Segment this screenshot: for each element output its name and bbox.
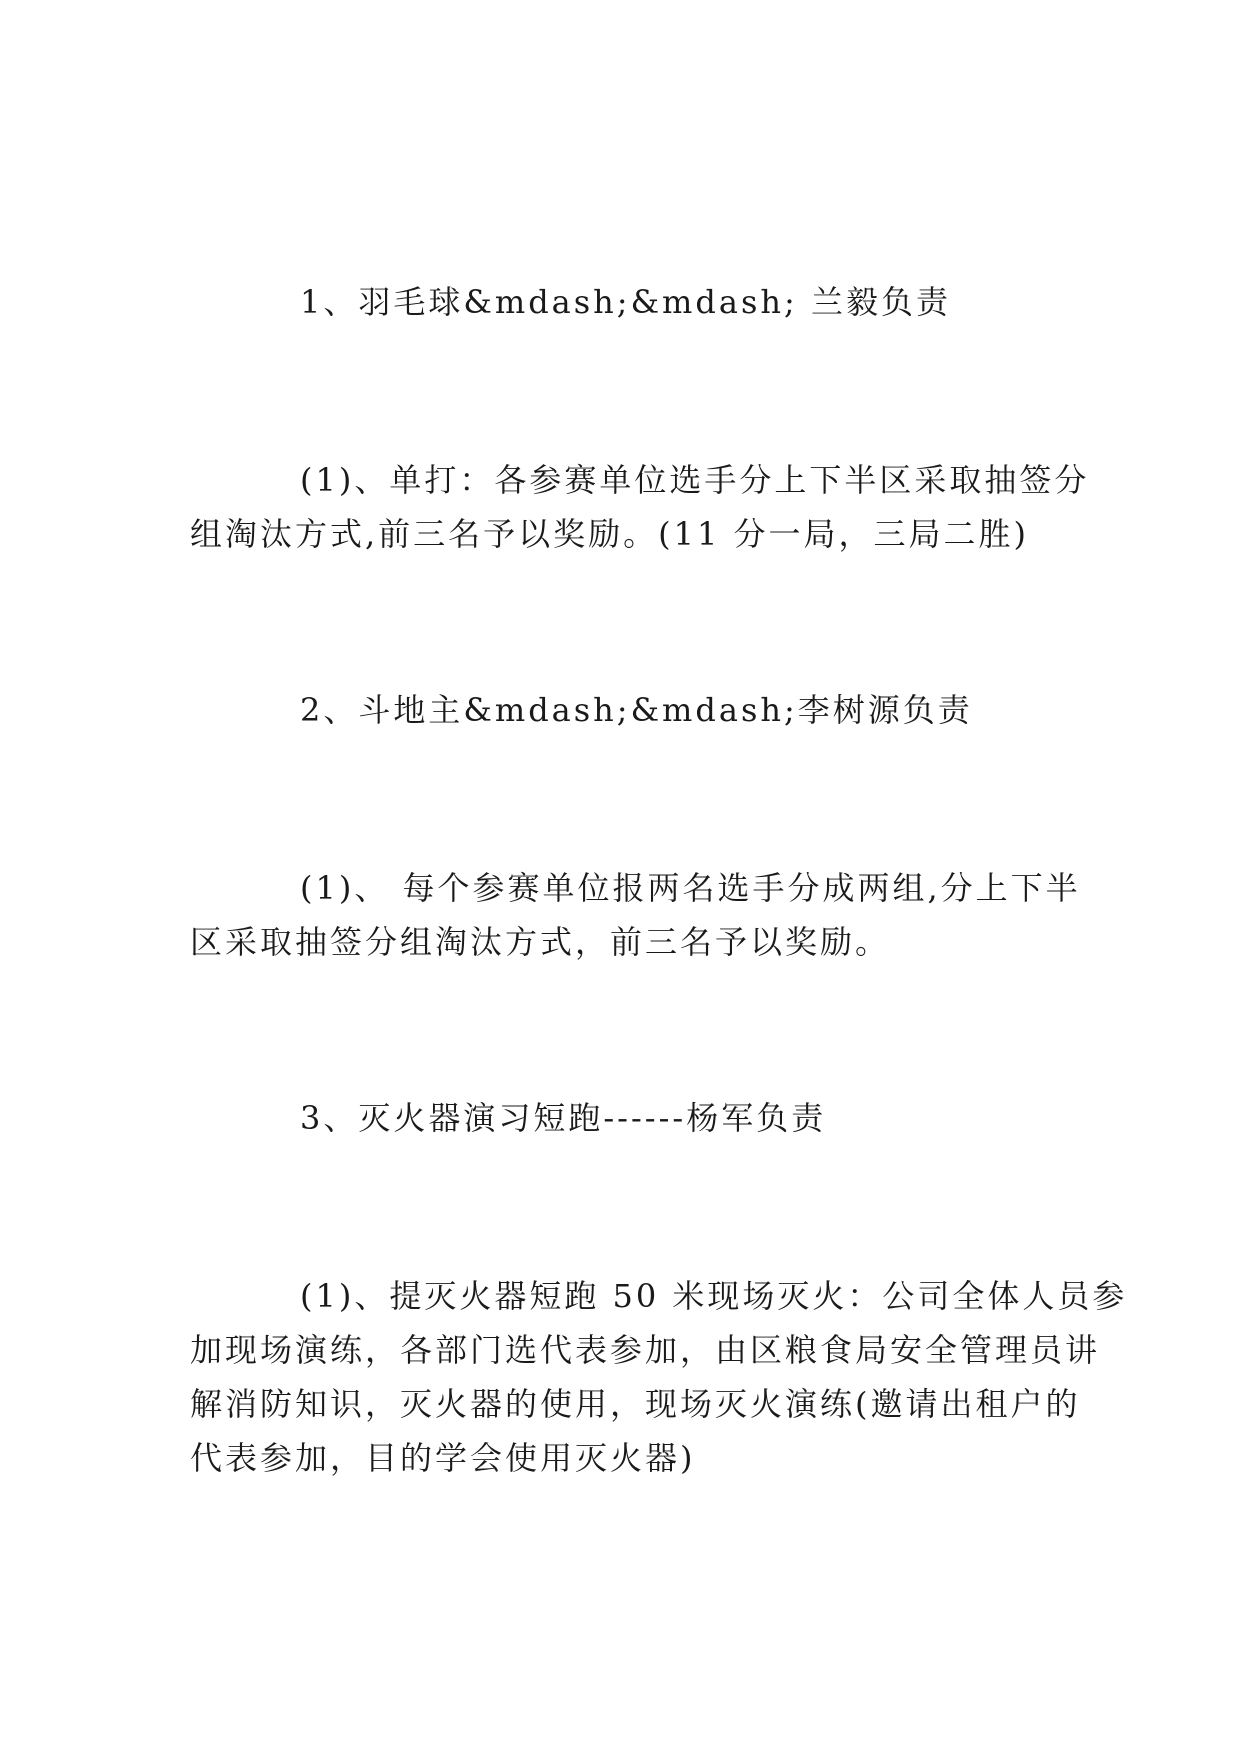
section-1-paragraph-line-2: 组淘汰方式,前三名予以奖励。(11 分一局，三局二胜)	[190, 515, 1030, 553]
section-1-paragraph-line-1: (1)、单打：各参赛单位选手分上下半区采取抽签分	[300, 461, 1090, 499]
section-3-paragraph-line-4: 代表参加，目的学会使用灭火器)	[190, 1439, 696, 1477]
section-3-heading: 3、灭火器演习短跑------杨军负责	[300, 1099, 827, 1137]
section-3-paragraph-line-1: (1)、提灭火器短跑 50 米现场灭火：公司全体人员参	[300, 1277, 1128, 1315]
section-2-heading: 2、斗地主&mdash;&mdash;李树源负责	[300, 691, 973, 729]
section-2-paragraph-line-1: (1)、 每个参赛单位报两名选手分成两组,分上下半	[300, 869, 1081, 907]
section-2-paragraph-line-2: 区采取抽签分组淘汰方式，前三名予以奖励。	[190, 923, 891, 961]
section-3-paragraph-line-2: 加现场演练，各部门选代表参加，由区粮食局安全管理员讲	[190, 1331, 1101, 1369]
section-1-heading: 1、羽毛球&mdash;&mdash; 兰毅负责	[300, 283, 951, 321]
section-3-paragraph-line-3: 解消防知识，灭火器的使用，现场灭火演练(邀请出租户的	[190, 1385, 1081, 1423]
